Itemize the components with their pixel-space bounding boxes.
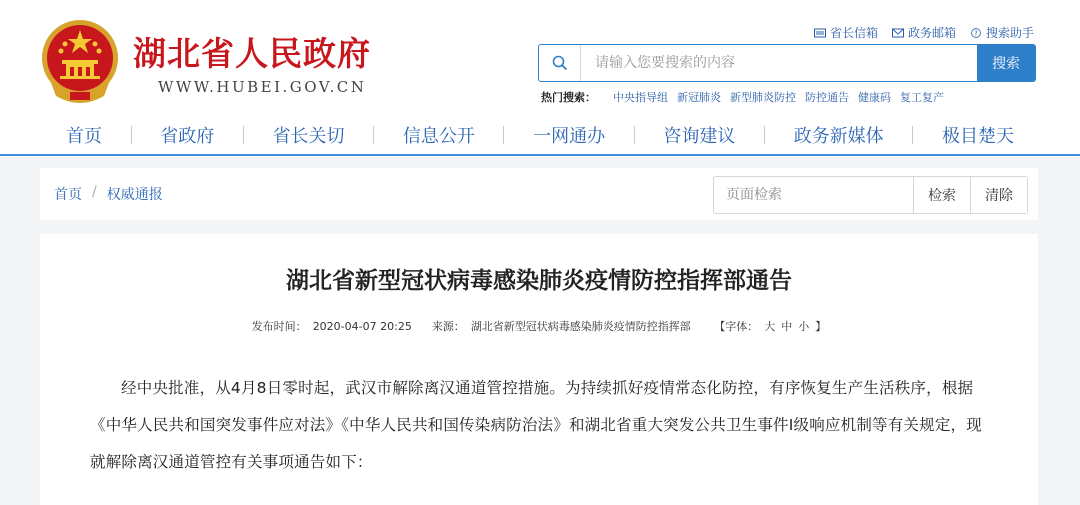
hot-search-item[interactable]: 中央指导组 [613, 91, 668, 104]
nav-divider [912, 126, 913, 144]
breadcrumb-separator: / [92, 184, 97, 200]
font-size-small[interactable]: 小 [798, 320, 810, 333]
nav-item-new-media[interactable]: 政务新媒体 [793, 126, 884, 147]
nav-list [40, 122, 1040, 148]
breadcrumb-bar [40, 168, 1038, 220]
top-link-label: 搜索助手 [985, 26, 1034, 40]
top-link-label: 政务邮箱 [907, 26, 956, 40]
article-body: 经中央批准，从4月8日零时起，武汉市解除离汉通道管控措施。为持续抓好疫情常态化防控，有序恢复生产生活秩序，根据《中华人民共和国突发事件应对法》《中华人民共和国传染病防治法》和湖北省重大突发公共卫生事件I级响应机制等有关规定，现就解除离汉通道管控有关事项通告如下： [90, 379, 982, 471]
search-input[interactable] [581, 45, 977, 81]
font-size-close: 】 [815, 320, 827, 333]
site-search [538, 44, 1036, 82]
hot-search-item[interactable]: 健康码 [858, 91, 891, 104]
search-button[interactable]: 搜索 [977, 45, 1035, 81]
breadcrumb-current[interactable]: 权威通报 [106, 187, 163, 203]
nav-item-governor-concerns[interactable]: 省长关切 [272, 126, 345, 147]
font-size-large[interactable]: 大 [764, 320, 776, 333]
nav-item-jimu-chutian[interactable]: 极目楚天 [941, 126, 1014, 147]
hot-search-item[interactable]: 防控通告 [805, 91, 849, 104]
top-link-search-helper[interactable] [970, 24, 1034, 41]
published-time: 2020-04-07 20:25 [312, 320, 412, 333]
page-search [713, 176, 1028, 214]
search-icon [552, 55, 568, 71]
nav-item-consultation[interactable]: 咨询建议 [663, 126, 736, 147]
breadcrumb-home[interactable]: 首页 [54, 187, 82, 203]
top-links [814, 24, 1034, 41]
hot-search-item[interactable]: 新冠肺炎 [677, 91, 721, 104]
envelope-icon [892, 28, 904, 38]
nav-divider [503, 126, 504, 144]
source-value: 湖北省新型冠状病毒感染肺炎疫情防控指挥部 [470, 320, 691, 333]
font-size-medium[interactable]: 中 [781, 320, 793, 333]
nav-item-one-stop-service[interactable]: 一网通办 [533, 126, 606, 147]
site-url: WWW.HUBEI.GOV.CN [158, 78, 367, 96]
page-search-input[interactable] [714, 177, 913, 213]
article [40, 234, 1038, 505]
national-emblem-icon [40, 18, 120, 104]
hot-search-label: 热门搜索： [541, 91, 596, 104]
source-label: 来源： [431, 320, 465, 333]
main-nav [0, 118, 1080, 156]
hot-search-item[interactable]: 复工复产 [900, 91, 944, 104]
svg-text:?: ? [974, 29, 978, 37]
site-title: 湖北省人民政府 [133, 34, 371, 73]
nav-item-home[interactable]: 首页 [66, 126, 102, 147]
breadcrumb [54, 184, 163, 204]
published-label: 发布时间： [251, 320, 307, 333]
site-header [0, 0, 1080, 118]
hot-search [541, 89, 944, 105]
article-title: 湖北省新型冠状病毒感染肺炎疫情防控指挥部通告 [286, 268, 792, 294]
article-meta [40, 318, 1038, 334]
page-clear-button[interactable]: 清除 [970, 177, 1027, 213]
page-search-button[interactable]: 检索 [913, 177, 970, 213]
nav-item-info-disclosure[interactable]: 信息公开 [402, 126, 475, 147]
hot-search-item[interactable]: 新型肺炎防控 [730, 91, 796, 104]
help-icon [970, 28, 982, 38]
top-link-governor-mailbox[interactable] [814, 24, 878, 41]
nav-divider [373, 126, 374, 144]
nav-divider [131, 126, 132, 144]
nav-divider [634, 126, 635, 144]
nav-item-provincial-gov[interactable]: 省政府 [160, 126, 215, 147]
top-link-label: 省长信箱 [829, 26, 878, 40]
search-icon-wrap [539, 45, 581, 81]
top-link-gov-email[interactable] [892, 24, 956, 41]
nav-divider [764, 126, 765, 144]
mail-icon [814, 28, 826, 38]
nav-divider [243, 126, 244, 144]
font-size-label: 【字体： [714, 320, 759, 333]
